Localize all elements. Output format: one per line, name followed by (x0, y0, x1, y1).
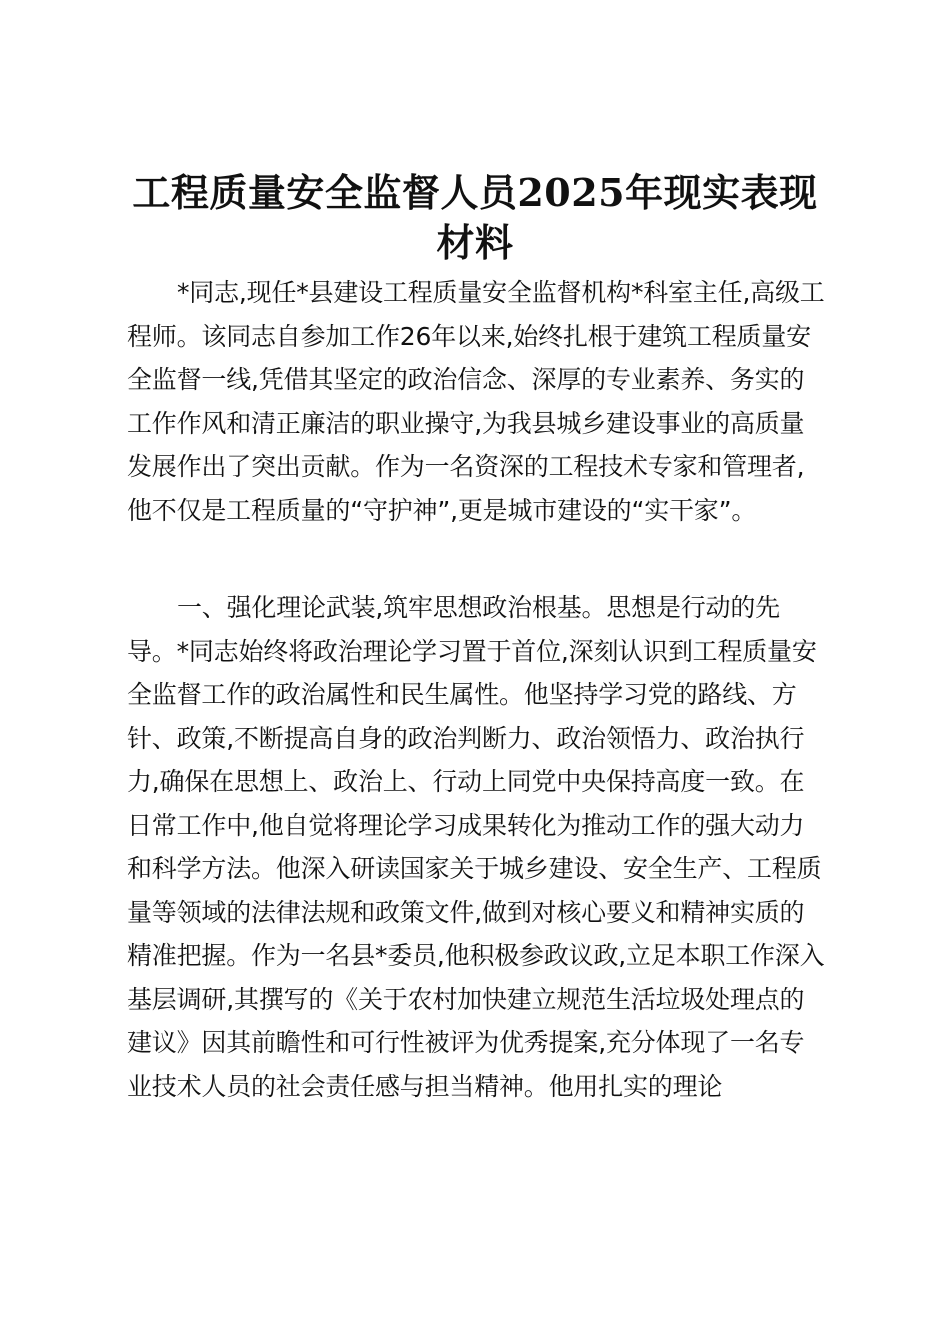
document-title: 工程质量安全监督人员2025年现实表现材料 (132, 170, 818, 265)
body-paragraph-intro: *同志,现任*县建设工程质量安全监督机构*科室主任,高级工程师。该同志自参加工作26年以来,始终扎根于建筑工程质量安全监督一线,凭借其坚定的政治信念、深厚的专业素养、务实的工作作风和清正廉洁的职业操守,为我县城乡建设事业的高质量发展作出了突出贡献。作为一名资深的工程技术专家和管理者,他不仅是工程质量的“守护神”,更是城市建设的“实干家”。 (127, 278, 825, 525)
body-paragraph-section-one: 一、强化理论武装,筑牢思想政治根基。思想是行动的先导。*同志始终将政治理论学习置于首位,深刻认识到工程质量安全监督工作的政治属性和民生属性。他坚持学习党的路线、方针、政策,不断提高自身的政治判断力、政治领悟力、政治执行力,确保在思想上、政治上、行动上同党中央保持高度一致。在日常工作中,他自觉将理论学习成果转化为推动工作的强大动力和科学方法。他深入研读国家关于城乡建设、安全生产、工程质量等领域的法律法规和政策文件,做到对核心要义和精神实质的精准把握。作为一名县*委员,他积极参政议政,立足本职工作深入基层调研,其撰写的《关于农村加快建立规范生活垃圾处理点的建议》因其前瞻性和可行性被评为优秀提案,充分体现了一名专业技术人员的社会责任感与担当精神。他用扎实的理论 (127, 593, 825, 1101)
